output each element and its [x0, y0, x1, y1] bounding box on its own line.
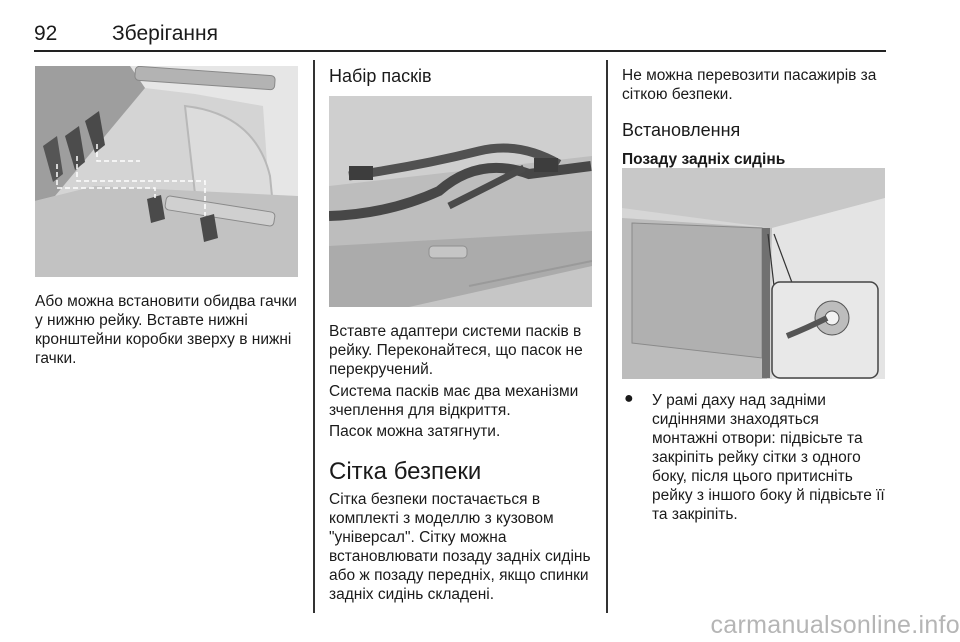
strap-paragraph-1: Вставте адаптери системи пасків в рейку. Переконайтеся, що пасок не перекручений. — [329, 323, 583, 378]
column-divider-1 — [313, 60, 315, 613]
watermark: carmanualsonline.info — [710, 611, 960, 639]
strap-paragraph-3: Пасок можна затягнути. — [329, 423, 501, 440]
installation-heading: Встановлення — [622, 120, 741, 140]
installation-bullet: У рамі даху над задніми сидіннями знаходяться монтажні отвори: підвісьте та закріпіть рейку сітки з одного боку, після цього притисніть рейку з іншого боку й підвісьте її та закріпіть. — [652, 392, 885, 523]
header-rule — [34, 50, 886, 52]
strap-paragraph-2: Система пасків має два механізми зчеплення для відкриття. — [329, 383, 579, 419]
strap-set-figure — [329, 96, 592, 307]
strap-set-heading: Набір пасків — [329, 66, 432, 86]
col1-paragraph: Або можна встановити обидва гачки у нижню рейку. Вставте нижні кронштейни коробки зверху в нижні гачки. — [35, 293, 297, 367]
safety-net-figure — [622, 168, 885, 379]
bullet-symbol: ● — [624, 390, 634, 407]
safety-net-paragraph: Сітка безпеки постачається в комплекті з моделлю з кузовом "універсал". Сітку можна встановлювати позаду задніх сидінь або ж позаду передніх, якщо спинки задніх сидінь складені. — [329, 491, 591, 603]
col3-intro: Не можна перевозити пасажирів за сіткою безпеки. — [622, 67, 877, 103]
behind-rear-seats-subheading: Позаду задніх сидінь — [622, 151, 786, 168]
section-title: Зберігання — [112, 22, 218, 45]
safety-net-heading: Сітка безпеки — [329, 458, 482, 485]
page-number: 92 — [34, 22, 58, 45]
column-divider-2 — [606, 60, 608, 613]
page-header — [34, 22, 886, 50]
storage-hooks-figure — [35, 66, 298, 277]
